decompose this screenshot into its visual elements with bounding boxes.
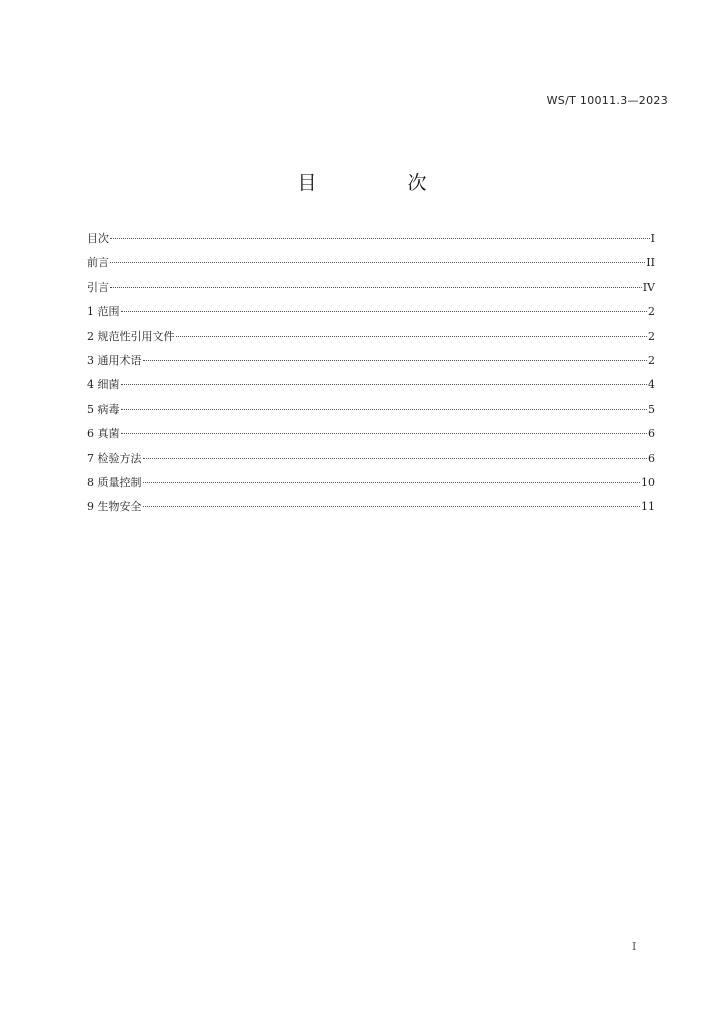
toc-entry-label: 2 规范性引用文件 — [87, 329, 175, 343]
toc-entry[interactable] — [87, 426, 655, 450]
toc-entry[interactable] — [87, 475, 655, 499]
toc-entry-label: 4 细菌 — [87, 378, 120, 392]
toc-leader-dots — [110, 262, 645, 263]
toc-leader-dots — [121, 433, 648, 434]
toc-entry-label: 9 生物安全 — [87, 500, 142, 514]
toc-entry-label: 6 真菌 — [87, 427, 120, 441]
toc-entry[interactable] — [87, 280, 655, 304]
toc-entry-page: 6 — [648, 427, 655, 441]
toc-entry[interactable] — [87, 402, 655, 426]
toc-title: 目 次 — [297, 172, 463, 194]
toc-leader-dots — [176, 336, 648, 337]
toc-leader-dots — [110, 287, 642, 288]
toc-entry-page: 5 — [648, 402, 655, 416]
toc-entry[interactable] — [87, 255, 655, 279]
toc-leader-dots — [121, 311, 648, 312]
toc-leader-dots — [121, 384, 648, 385]
toc-entry-label: 8 质量控制 — [87, 475, 142, 489]
toc-entry-label: 7 检验方法 — [87, 451, 142, 465]
toc-entry-page: 11 — [641, 500, 655, 514]
toc-entry[interactable] — [87, 304, 655, 328]
toc-entry-page: I — [650, 232, 655, 245]
toc-entry-page: IV — [642, 280, 655, 294]
toc-entry-label: 目次 — [87, 232, 109, 245]
toc-entry-label: 3 通用术语 — [87, 353, 142, 367]
toc-leader-dots — [110, 238, 650, 239]
standard-code: WS/T 10011.3—2023 — [546, 94, 668, 107]
toc-entry[interactable] — [87, 329, 655, 353]
toc-entry-label: 1 范围 — [87, 305, 120, 319]
toc-entry-page: II — [646, 256, 655, 270]
toc-entry[interactable] — [87, 499, 655, 523]
toc-entry-page: 10 — [641, 475, 655, 489]
toc-entry-page: 6 — [648, 451, 655, 465]
toc-entry[interactable] — [87, 377, 655, 401]
toc-entry-label: 引言 — [87, 280, 109, 294]
toc-entry-page: 4 — [648, 378, 655, 392]
toc-entry-page: 2 — [648, 353, 655, 367]
page-number: I — [632, 940, 637, 953]
toc-leader-dots — [143, 506, 641, 507]
toc-entry[interactable] — [87, 231, 655, 255]
toc-entry-label: 前言 — [87, 256, 109, 270]
toc-entry-label: 5 病毒 — [87, 402, 120, 416]
table-of-contents — [87, 231, 655, 524]
toc-leader-dots — [143, 458, 648, 459]
toc-entry-page: 2 — [648, 329, 655, 343]
toc-leader-dots — [143, 482, 641, 483]
toc-entry[interactable] — [87, 353, 655, 377]
toc-entry-page: 2 — [648, 305, 655, 319]
toc-leader-dots — [143, 360, 648, 361]
toc-entry[interactable] — [87, 451, 655, 475]
toc-leader-dots — [121, 409, 648, 410]
